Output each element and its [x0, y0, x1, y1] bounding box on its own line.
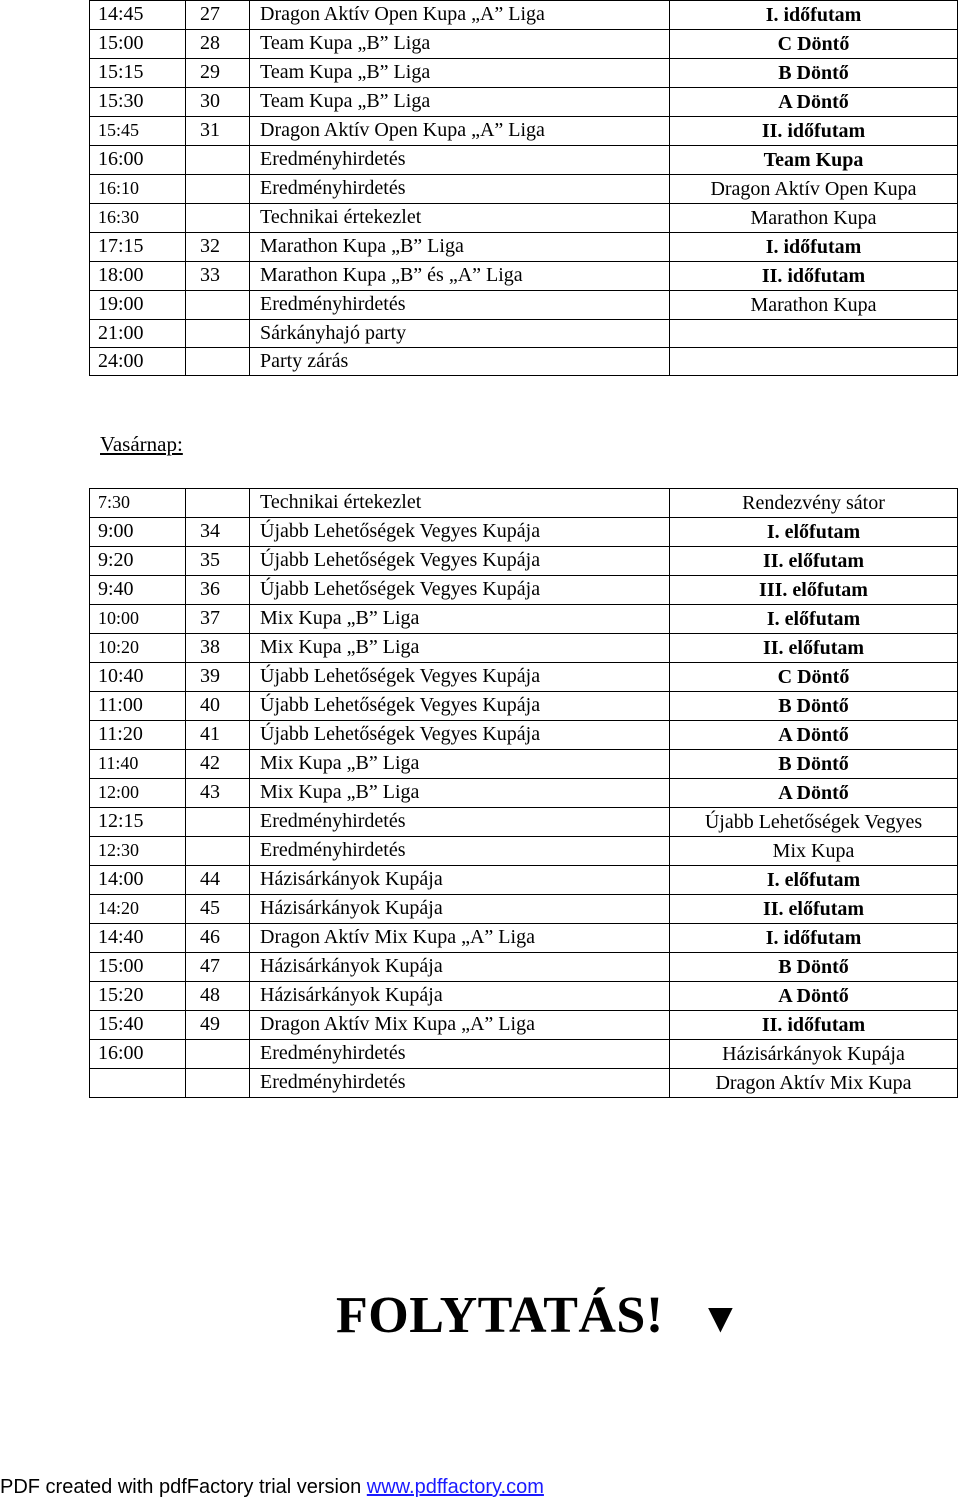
time-cell: 15:00 [90, 953, 186, 982]
event-cell: Házisárkányok Kupája [250, 953, 670, 982]
schedule-row [90, 750, 958, 779]
event-cell: Újabb Lehetőségek Vegyes Kupája [250, 518, 670, 547]
phase-cell: Dragon Aktív Open Kupa [670, 175, 958, 204]
event-cell: Eredményhirdetés [250, 291, 670, 320]
phase-cell: C Döntő [670, 30, 958, 59]
phase-cell: III. előfutam [670, 576, 958, 605]
schedule-row [90, 866, 958, 895]
time-cell: 9:20 [90, 547, 186, 576]
race-number-cell [186, 348, 250, 376]
race-number-cell: 30 [186, 88, 250, 117]
race-number-cell: 38 [186, 634, 250, 663]
event-cell: Party zárás [250, 348, 670, 376]
event-cell: Újabb Lehetőségek Vegyes Kupája [250, 547, 670, 576]
phase-cell: A Döntő [670, 779, 958, 808]
event-cell: Újabb Lehetőségek Vegyes Kupája [250, 576, 670, 605]
phase-cell: A Döntő [670, 88, 958, 117]
schedule-row [90, 204, 958, 233]
phase-cell: Team Kupa [670, 146, 958, 175]
phase-cell: B Döntő [670, 692, 958, 721]
schedule-row [90, 576, 958, 605]
schedule-row [90, 262, 958, 291]
phase-cell: Mix Kupa [670, 837, 958, 866]
time-cell: 10:00 [90, 605, 186, 634]
race-number-cell [186, 837, 250, 866]
event-cell: Eredményhirdetés [250, 1069, 670, 1098]
phase-cell: II. előfutam [670, 634, 958, 663]
event-cell: Dragon Aktív Mix Kupa „A” Liga [250, 924, 670, 953]
race-number-cell [186, 146, 250, 175]
race-number-cell [186, 808, 250, 837]
time-cell: 9:00 [90, 518, 186, 547]
event-cell: Dragon Aktív Mix Kupa „A” Liga [250, 1011, 670, 1040]
race-number-cell: 39 [186, 663, 250, 692]
schedule-row [90, 489, 958, 518]
event-cell: Mix Kupa „B” Liga [250, 779, 670, 808]
schedule-row [90, 953, 958, 982]
event-cell: Újabb Lehetőségek Vegyes Kupája [250, 663, 670, 692]
phase-cell: I. időfutam [670, 233, 958, 262]
phase-cell: I. előfutam [670, 866, 958, 895]
phase-cell [670, 320, 958, 348]
time-cell: 9:40 [90, 576, 186, 605]
event-cell: Team Kupa „B” Liga [250, 88, 670, 117]
schedule-row [90, 837, 958, 866]
schedule-row [90, 779, 958, 808]
phase-cell: A Döntő [670, 721, 958, 750]
race-number-cell: 29 [186, 59, 250, 88]
time-cell: 10:20 [90, 634, 186, 663]
race-number-cell [186, 291, 250, 320]
schedule-row [90, 605, 958, 634]
event-cell: Eredményhirdetés [250, 146, 670, 175]
race-number-cell: 43 [186, 779, 250, 808]
schedule-row [90, 117, 958, 146]
race-number-cell [186, 1040, 250, 1069]
schedule-row [90, 291, 958, 320]
race-number-cell [186, 204, 250, 233]
event-cell: Eredményhirdetés [250, 808, 670, 837]
schedule-row [90, 88, 958, 117]
time-cell: 15:45 [90, 117, 186, 146]
phase-cell: Házisárkányok Kupája [670, 1040, 958, 1069]
event-cell: Team Kupa „B” Liga [250, 59, 670, 88]
schedule-row [90, 30, 958, 59]
event-cell: Mix Kupa „B” Liga [250, 750, 670, 779]
phase-cell: C Döntő [670, 663, 958, 692]
race-number-cell: 42 [186, 750, 250, 779]
time-cell: 7:30 [90, 489, 186, 518]
time-cell: 14:45 [90, 1, 186, 30]
race-number-cell: 33 [186, 262, 250, 291]
event-cell: Sárkányhajó party [250, 320, 670, 348]
schedule-row [90, 895, 958, 924]
continue-notice [336, 1286, 742, 1345]
phase-cell: B Döntő [670, 59, 958, 88]
phase-cell: I. időfutam [670, 1, 958, 30]
phase-cell: II. előfutam [670, 547, 958, 576]
event-cell: Technikai értekezlet [250, 204, 670, 233]
event-cell: Team Kupa „B” Liga [250, 30, 670, 59]
time-cell: 15:30 [90, 88, 186, 117]
phase-cell: B Döntő [670, 750, 958, 779]
event-cell: Házisárkányok Kupája [250, 895, 670, 924]
sunday-schedule-table [89, 488, 958, 1098]
schedule-row [90, 59, 958, 88]
race-number-cell: 49 [186, 1011, 250, 1040]
time-cell: 15:00 [90, 30, 186, 59]
event-cell: Eredményhirdetés [250, 1040, 670, 1069]
time-cell: 16:00 [90, 146, 186, 175]
race-number-cell: 45 [186, 895, 250, 924]
saturday-schedule-table [89, 0, 958, 376]
race-number-cell: 44 [186, 866, 250, 895]
schedule-row [90, 924, 958, 953]
phase-cell: B Döntő [670, 953, 958, 982]
phase-cell: II. időfutam [670, 262, 958, 291]
time-cell: 19:00 [90, 291, 186, 320]
phase-cell: Marathon Kupa [670, 204, 958, 233]
time-cell: 15:20 [90, 982, 186, 1011]
phase-cell: Rendezvény sátor [670, 489, 958, 518]
schedule-row [90, 808, 958, 837]
phase-cell: I. előfutam [670, 605, 958, 634]
schedule-row [90, 233, 958, 262]
sunday-heading: Vasárnap: [100, 432, 183, 456]
down-arrow-icon: ▼ [699, 1296, 742, 1342]
phase-cell: Marathon Kupa [670, 291, 958, 320]
time-cell: 16:10 [90, 175, 186, 204]
event-cell: Házisárkányok Kupája [250, 866, 670, 895]
race-number-cell: 40 [186, 692, 250, 721]
phase-cell: Újabb Lehetőségek Vegyes [670, 808, 958, 837]
phase-cell: II. időfutam [670, 1011, 958, 1040]
race-number-cell: 41 [186, 721, 250, 750]
schedule-row [90, 320, 958, 348]
saturday-schedule-body [90, 1, 958, 376]
schedule-row [90, 1, 958, 30]
race-number-cell: 48 [186, 982, 250, 1011]
time-cell: 11:40 [90, 750, 186, 779]
event-cell: Marathon Kupa „B” Liga [250, 233, 670, 262]
event-cell: Házisárkányok Kupája [250, 982, 670, 1011]
footer-text: PDF created with pdfFactory trial version [0, 1476, 367, 1498]
schedule-row [90, 692, 958, 721]
race-number-cell [186, 1069, 250, 1098]
race-number-cell: 32 [186, 233, 250, 262]
event-cell: Eredményhirdetés [250, 175, 670, 204]
continue-text: FOLYTATÁS! [336, 1287, 664, 1344]
schedule-row [90, 175, 958, 204]
time-cell: 16:30 [90, 204, 186, 233]
schedule-row [90, 634, 958, 663]
schedule-row [90, 547, 958, 576]
race-number-cell: 35 [186, 547, 250, 576]
race-number-cell: 36 [186, 576, 250, 605]
time-cell: 17:15 [90, 233, 186, 262]
sunday-schedule-body [90, 489, 958, 1098]
race-number-cell: 28 [186, 30, 250, 59]
time-cell: 15:40 [90, 1011, 186, 1040]
schedule-row [90, 1040, 958, 1069]
time-cell: 18:00 [90, 262, 186, 291]
time-cell: 12:15 [90, 808, 186, 837]
race-number-cell: 47 [186, 953, 250, 982]
time-cell: 14:40 [90, 924, 186, 953]
schedule-row [90, 721, 958, 750]
schedule-row [90, 1069, 958, 1098]
time-cell: 12:00 [90, 779, 186, 808]
phase-cell: Dragon Aktív Mix Kupa [670, 1069, 958, 1098]
time-cell: 12:30 [90, 837, 186, 866]
phase-cell: II. előfutam [670, 895, 958, 924]
race-number-cell: 31 [186, 117, 250, 146]
event-cell: Marathon Kupa „B” és „A” Liga [250, 262, 670, 291]
time-cell: 21:00 [90, 320, 186, 348]
phase-cell: I. időfutam [670, 924, 958, 953]
event-cell: Újabb Lehetőségek Vegyes Kupája [250, 721, 670, 750]
phase-cell: II. időfutam [670, 117, 958, 146]
time-cell: 14:20 [90, 895, 186, 924]
race-number-cell [186, 489, 250, 518]
race-number-cell [186, 320, 250, 348]
time-cell: 11:20 [90, 721, 186, 750]
event-cell: Újabb Lehetőségek Vegyes Kupája [250, 692, 670, 721]
race-number-cell [186, 175, 250, 204]
schedule-row [90, 146, 958, 175]
event-cell: Mix Kupa „B” Liga [250, 605, 670, 634]
event-cell: Technikai értekezlet [250, 489, 670, 518]
schedule-row [90, 518, 958, 547]
race-number-cell: 37 [186, 605, 250, 634]
time-cell: 11:00 [90, 692, 186, 721]
race-number-cell: 34 [186, 518, 250, 547]
schedule-row [90, 348, 958, 376]
event-cell: Eredményhirdetés [250, 837, 670, 866]
phase-cell: I. előfutam [670, 518, 958, 547]
event-cell: Dragon Aktív Open Kupa „A” Liga [250, 117, 670, 146]
phase-cell: A Döntő [670, 982, 958, 1011]
event-cell: Dragon Aktív Open Kupa „A” Liga [250, 1, 670, 30]
time-cell: 24:00 [90, 348, 186, 376]
footer-link[interactable]: www.pdffactory.com [366, 1476, 544, 1498]
schedule-row [90, 982, 958, 1011]
pdf-footer [0, 1476, 544, 1499]
race-number-cell: 27 [186, 1, 250, 30]
race-number-cell: 46 [186, 924, 250, 953]
time-cell: 15:15 [90, 59, 186, 88]
schedule-row [90, 663, 958, 692]
event-cell: Mix Kupa „B” Liga [250, 634, 670, 663]
time-cell: 16:00 [90, 1040, 186, 1069]
schedule-row [90, 1011, 958, 1040]
phase-cell [670, 348, 958, 376]
time-cell: 10:40 [90, 663, 186, 692]
time-cell: 14:00 [90, 866, 186, 895]
time-cell [90, 1069, 186, 1098]
